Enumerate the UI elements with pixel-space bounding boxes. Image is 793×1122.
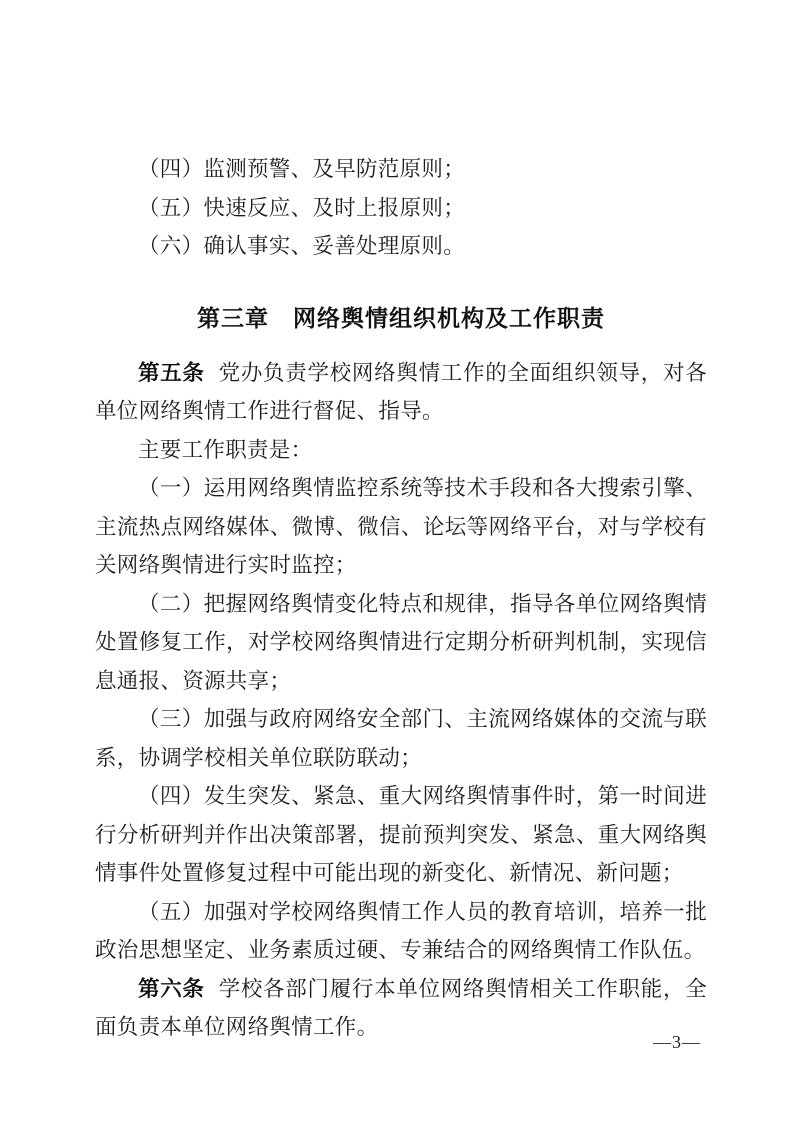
- page-number: —3—: [653, 1032, 701, 1052]
- duty-item-3: （三）加强与政府网络安全部门、主流网络媒体的交流与联系，协调学校相关单位联防联动；: [95, 707, 707, 770]
- article-5-text: 党办负责学校网络舆情工作的全面组织领导，对各单位网络舆情工作进行督促、指导。: [95, 360, 707, 423]
- article-6: [95, 970, 707, 1047]
- principle-item-5: （五）快速反应、及时上报原则；: [138, 195, 466, 220]
- principle-item-4: （四）监测预警、及早防范原则；: [138, 157, 466, 181]
- document-body: [95, 150, 707, 1047]
- chapter-heading: 第三章 网络舆情组织机构及工作职责: [197, 304, 605, 331]
- principle-item-6: （六）确认事实、妥善处理原则。: [138, 234, 466, 258]
- article-5: [95, 354, 707, 431]
- duty-item-1: （一）运用网络舆情监控系统等技术手段和各大搜索引擎、主流热点网络媒体、微博、微信、论坛等网络平台，对与学校有关网络舆情进行实时监控；: [95, 476, 707, 577]
- article-6-text: 学校各部门履行本单位网络舆情相关工作职能，全面负责本单位网络舆情工作。: [95, 976, 707, 1039]
- article-5-label: 第五条: [138, 360, 205, 385]
- duty-item-5: （五）加强对学校网络舆情工作人员的教育培训，培养一批政治思想坚定、业务素质过硬、专兼结合的网络舆情工作队伍。: [95, 899, 707, 962]
- article-6-label: 第六条: [138, 976, 205, 1001]
- duty-item-4: （四）发生突发、紧急、重大网络舆情事件时，第一时间进行分析研判并作出决策部署，提前预判突发、紧急、重大网络舆情事件处置修复过程中可能出现的新变化、新情况、新问题；: [95, 784, 707, 885]
- duty-item-2: （二）把握网络舆情变化特点和规律，指导各单位网络舆情处置修复工作，对学校网络舆情进行定期分析研判机制，实现信息通报、资源共享；: [95, 591, 707, 693]
- duties-intro: 主要工作职责是：: [138, 437, 313, 462]
